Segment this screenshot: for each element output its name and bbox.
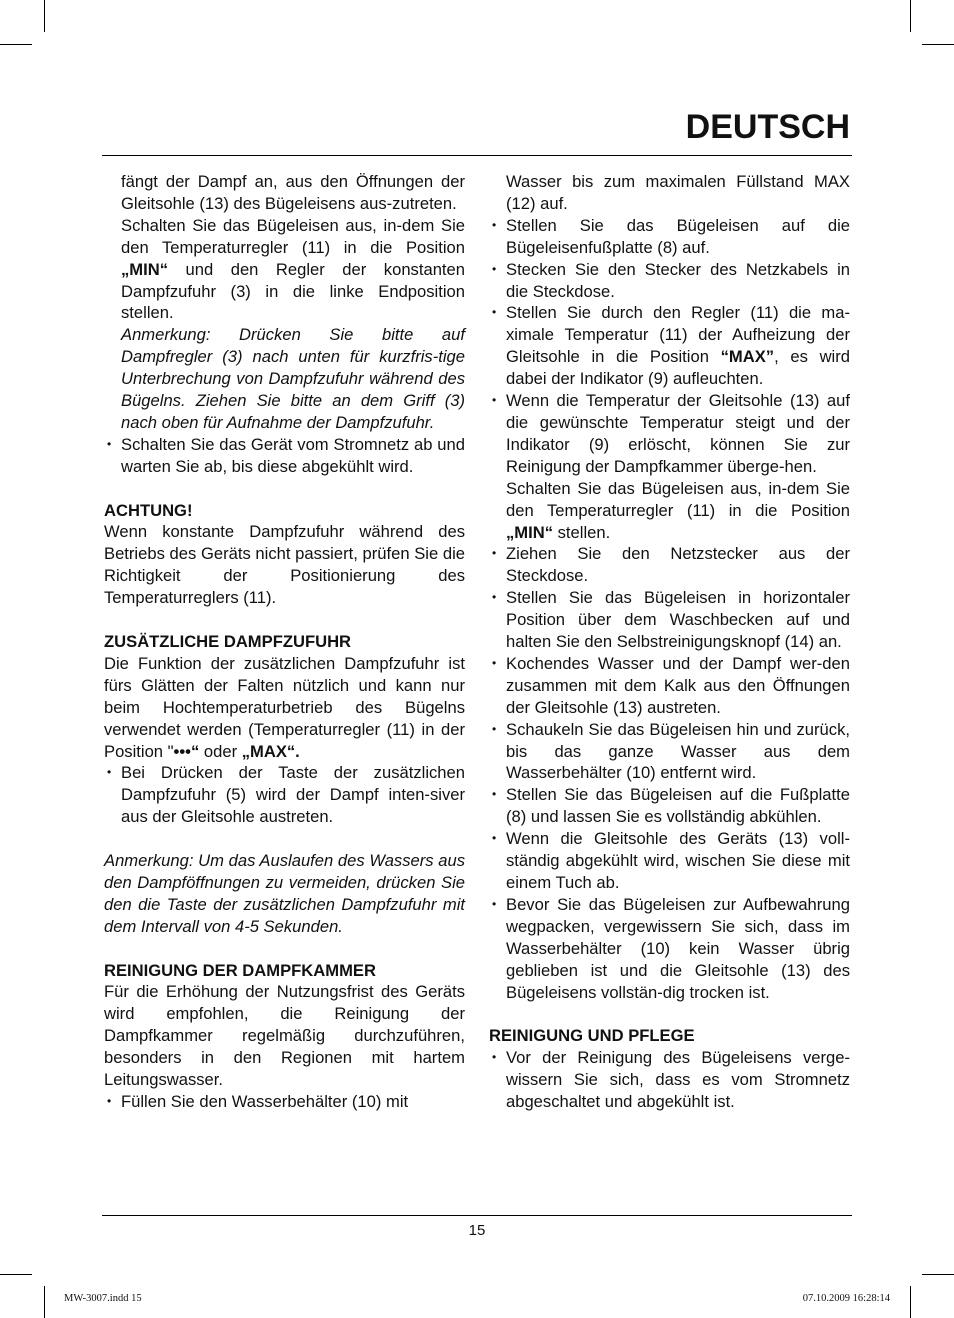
bullet-item: • Stecken Sie den Stecker des Netzkabels in die Steckdose. <box>489 259 850 303</box>
note: Anmerkung: Drücken Sie bitte auf Dampfregler (3) nach unten für kurzfris-tige Unterbrechung von Dampfzufuhr während des Bügelns. Ziehen Sie bitte an dem Griff (3) nach oben für Aufnahme der Dampfzufuhr. <box>121 325 465 432</box>
crop-mark <box>922 1274 954 1275</box>
bullet-item: • Schalten Sie das Gerät vom Stromnetz ab und warten Sie ab, bis diese abgekühlt wird. <box>104 434 465 478</box>
header-rule <box>102 155 852 156</box>
bullet-item: • Stellen Sie das Bügeleisen auf die Bügeleisenfußplatte (8) auf. <box>489 215 850 259</box>
paragraph: Wenn konstante Dampfzufuhr während des Betriebs des Geräts nicht passiert, prüfen Sie die Richtigkeit der Positionierung des Temperaturreglers (11). <box>104 522 465 608</box>
page-title: DEUTSCH <box>685 108 850 146</box>
bullet-item: • Bevor Sie das Bügeleisen zur Aufbewahrung wegpacken, vergewissern Sie sich, dass im Wasserbehälter (10) kein Wasser übrig geblieben ist und die Gleitsohle (13) des Bügeleisens vollstän-dig trocken ist. <box>489 894 850 1004</box>
bullet-item: • Stellen Sie das Bügeleisen in horizontaler Position über dem Waschbecken auf und halten Sie den Selbstreinigungsknopf (14) an. <box>489 587 850 653</box>
note: Anmerkung: Um das Auslaufen des Wassers aus den Dampföffnungen zu vermeiden, drücken Sie den die Taste der zusätzlichen Dampfzufuhr mit dem Intervall von 4-5 Sekunden. <box>104 851 465 936</box>
bullet-item: • Ziehen Sie den Netzstecker aus der Steckdose. <box>489 543 850 587</box>
crop-mark <box>910 1286 911 1318</box>
page-number: 15 <box>468 1222 486 1239</box>
section-heading: REINIGUNG UND PFLEGE <box>489 1026 695 1046</box>
section-heading: ZUSÄTZLICHE DAMPFZUFUHR <box>104 632 352 651</box>
crop-mark <box>922 44 954 45</box>
footer-rule <box>102 1215 852 1216</box>
section-heading: ACHTUNG! <box>104 500 193 520</box>
bullet-item: • Wenn die Temperatur der Gleitsohle (13) auf die gewünschte Temperatur steigt und der Indikator (9) erlöscht, können Sie zur Reinigung der Dampfkammer überge-hen. <box>489 390 850 478</box>
crop-mark <box>44 1286 45 1318</box>
paragraph: Schalten Sie das Bügeleisen aus, in-dem Sie den Temperaturregler (11) in die Position „MIN“ stellen. <box>506 478 850 542</box>
crop-mark <box>910 0 911 32</box>
paragraph: Schalten Sie das Bügeleisen aus, in-dem Sie den Temperaturregler (11) in die Position „MIN“ und den Regler der konstanten Dampfzufuhr (3) in die linke Endposition stellen. <box>121 215 465 323</box>
crop-mark <box>44 0 45 32</box>
right-column <box>489 171 850 1113</box>
slug-filename: MW-3007.indd 15 <box>64 1293 142 1304</box>
paragraph: Wasser bis zum maximalen Füllstand MAX (12) auf. <box>506 172 850 213</box>
bullet-item: • Wenn die Gleitsohle des Geräts (13) voll-ständig abgekühlt wird, wischen Sie diese mit einem Tuch ab. <box>489 828 850 894</box>
section-heading: REINIGUNG DER DAMPFKAMMER <box>104 960 376 980</box>
paragraph: Die Funktion der zusätzlichen Dampfzufuhr ist fürs Glätten der Falten nützlich und kann nur beim Hochtemperaturbetrieb des Bügelns verwendet werden (Temperaturregler (11) in der Position "•••“ oder „MAX“. <box>104 653 465 761</box>
crop-mark <box>0 1274 32 1275</box>
bullet-item: • Schaukeln Sie das Bügeleisen hin und zurück, bis das ganze Wasser aus dem Wasserbehälter (10) entfernt wird. <box>489 719 850 785</box>
bullet-item: • Vor der Reinigung des Bügeleisens verge-wissern Sie sich, dass es vom Stromnetz abgeschaltet und abgekühlt ist. <box>489 1047 850 1113</box>
paragraph: fängt der Dampf an, aus den Öffnungen der Gleitsohle (13) des Bügeleisens aus-zutreten. <box>121 172 465 213</box>
bullet-item: • Füllen Sie den Wasserbehälter (10) mit <box>104 1091 465 1113</box>
paragraph: Für die Erhöhung der Nutzungsfrist des Geräts wird empfohlen, die Reinigung der Dampfkammer regelmäßig durchzuführen, besonders in den Regionen mit hartem Leitungswasser. <box>104 982 465 1090</box>
bullet-item: • Kochendes Wasser und der Dampf wer-den zusammen mit dem Kalk aus den Öffnungen der Gleitsohle (13) austreten. <box>489 653 850 719</box>
bullet-item: • Stellen Sie durch den Regler (11) die ma-ximale Temperatur (11) der Aufheizung der Gleitsohle in die Position “MAX”, es wird dabei der Indikator (9) aufleuchten. <box>489 302 850 390</box>
crop-mark <box>0 44 32 45</box>
bullet-item: • Bei Drücken der Taste der zusätzlichen Dampfzufuhr (5) wird der Dampf inten-siver aus der Gleitsohle austreten. <box>104 762 465 828</box>
bullet-item: • Stellen Sie das Bügeleisen auf die Fußplatte (8) und lassen Sie es vollständig abkühlen. <box>489 784 850 828</box>
left-column <box>104 171 465 1113</box>
slug-timestamp: 07.10.2009 16:28:14 <box>802 1293 890 1304</box>
